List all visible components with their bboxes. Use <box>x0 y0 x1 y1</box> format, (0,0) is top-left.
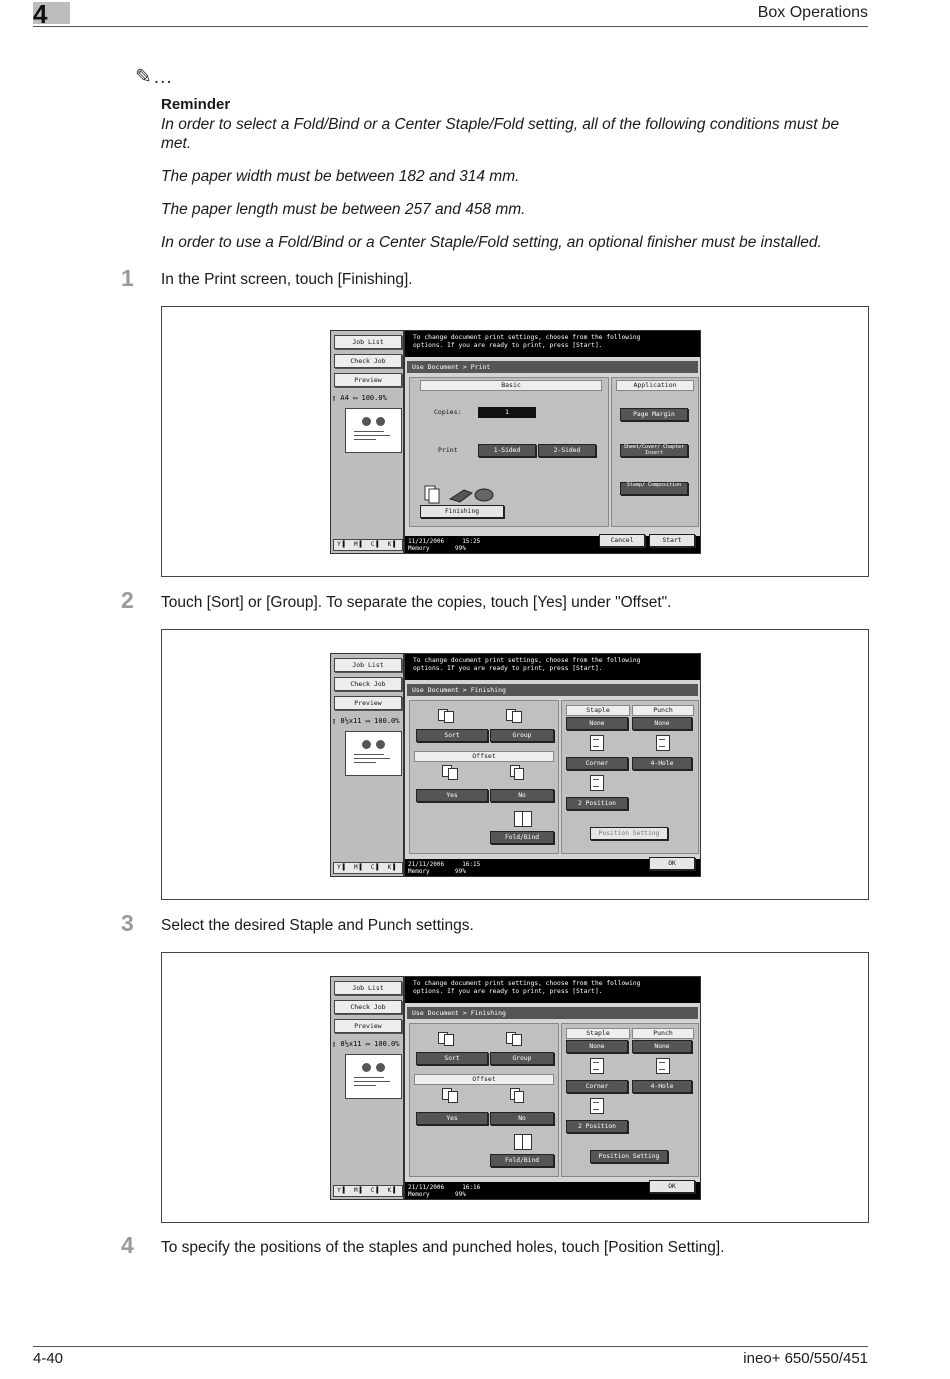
punch-none-button[interactable]: None <box>632 717 692 730</box>
punch-title: Punch <box>632 1028 694 1039</box>
header-divider <box>33 26 868 27</box>
step-text: To specify the positions of the staples and punched holes, touch [Position Setting]. <box>161 1239 725 1256</box>
left-panel <box>331 331 405 553</box>
ok-button[interactable]: OK <box>649 857 695 870</box>
finishing-screen <box>330 653 701 877</box>
left-panel <box>331 654 405 876</box>
reminder-paragraph: The paper length must be between 257 and 458 mm. <box>161 201 526 218</box>
sheet-cover-button[interactable]: Sheet/Cover/ Chapter Insert <box>620 444 688 457</box>
step-text: Touch [Sort] or [Group]. To separate the copies, touch [Yes] under "Offset". <box>161 594 672 611</box>
offset-yes-icon <box>442 1088 460 1102</box>
document-thumbnail <box>345 731 402 776</box>
offset-title: Offset <box>414 751 554 762</box>
fold-bind-icon <box>514 811 532 827</box>
document-thumbnail <box>345 1054 402 1099</box>
check-job-button[interactable]: Check Job <box>334 354 402 368</box>
offset-no-button[interactable]: No <box>490 1112 554 1125</box>
preview-button[interactable]: Preview <box>334 373 402 387</box>
group-button[interactable]: Group <box>490 1052 554 1065</box>
finishing-screen <box>330 976 701 1200</box>
corner-staple-icon <box>590 735 604 751</box>
group-button[interactable]: Group <box>490 729 554 742</box>
two-position-button[interactable]: 2 Position <box>566 1120 628 1133</box>
fold-bind-icon <box>514 1134 532 1150</box>
check-job-button[interactable]: Check Job <box>334 1000 402 1014</box>
screenshot-frame <box>161 629 869 900</box>
start-button[interactable]: Start <box>649 534 695 547</box>
fold-bind-button[interactable]: Fold/Bind <box>490 831 554 844</box>
step-number: 2 <box>121 587 134 613</box>
staple-none-button[interactable]: None <box>566 717 628 730</box>
step-text: Select the desired Staple and Punch settings. <box>161 917 474 934</box>
one-sided-button[interactable]: 1-Sided <box>478 444 536 457</box>
toner-status: Y▌ M▌ C▌ K▌ <box>333 862 403 874</box>
two-position-icon <box>590 1098 604 1114</box>
offset-yes-button[interactable]: Yes <box>416 1112 488 1125</box>
instruction-message: To change document print settings, choose from the following options. If you are ready to print, press [Start]. <box>405 654 700 680</box>
memory-label: Memory <box>408 545 430 552</box>
offset-title: Offset <box>414 1074 554 1085</box>
time: 16:15 <box>462 861 481 868</box>
print-screen <box>330 330 701 554</box>
left-panel <box>331 977 405 1199</box>
sort-icon <box>438 1032 456 1046</box>
group-icon <box>506 709 524 723</box>
fold-bind-button[interactable]: Fold/Bind <box>490 1154 554 1167</box>
page-number: 4-40 <box>33 1350 64 1367</box>
screenshot-frame <box>161 952 869 1223</box>
reminder-paragraph: The paper width must be between 182 and 314 mm. <box>161 168 520 185</box>
preview-button[interactable]: Preview <box>334 1019 402 1033</box>
offset-no-icon <box>510 765 528 779</box>
sort-offset-panel <box>409 700 559 854</box>
ok-button[interactable]: OK <box>649 1180 695 1193</box>
memory-percent: 99% <box>454 545 466 552</box>
basic-title: Basic <box>420 380 602 391</box>
application-title: Application <box>616 380 694 391</box>
corner-staple-icon <box>590 1058 604 1074</box>
punch-title: Punch <box>632 705 694 716</box>
two-position-icon <box>590 775 604 791</box>
finisher-icon <box>424 484 466 500</box>
stamp-composition-button[interactable]: Stamp/ Composition <box>620 482 688 495</box>
time: 15:25 <box>462 538 481 545</box>
step-text: In the Print screen, touch [Finishing]. <box>161 271 413 288</box>
staple-punch-panel <box>561 700 699 854</box>
cancel-button[interactable]: Cancel <box>599 534 645 547</box>
step-number: 4 <box>121 1232 134 1258</box>
paper-size-readout: ▯ A4 ▭ 100.0% <box>332 394 387 402</box>
job-list-button[interactable]: Job List <box>334 335 402 349</box>
position-setting-button[interactable]: Position Setting <box>590 827 668 840</box>
offset-yes-button[interactable]: Yes <box>416 789 488 802</box>
date: 21/11/2006 <box>408 861 445 868</box>
footer-divider <box>33 1346 868 1347</box>
offset-no-button[interactable]: No <box>490 789 554 802</box>
two-sided-button[interactable]: 2-Sided <box>538 444 596 457</box>
preview-button[interactable]: Preview <box>334 696 402 710</box>
sort-button[interactable]: Sort <box>416 1052 488 1065</box>
breadcrumb: Use Document > Finishing <box>407 684 698 696</box>
reminder-paragraph: In order to use a Fold/Bind or a Center Staple/Fold setting, an optional finisher must be installed. <box>161 234 822 251</box>
staple-none-button[interactable]: None <box>566 1040 628 1053</box>
sort-offset-panel <box>409 1023 559 1177</box>
four-hole-icon <box>656 735 670 751</box>
four-hole-button[interactable]: 4-Hole <box>632 1080 692 1093</box>
print-label: Print <box>438 446 458 454</box>
time: 16:16 <box>462 1184 481 1191</box>
toner-status: Y▌ M▌ C▌ K▌ <box>333 1185 403 1197</box>
sort-button[interactable]: Sort <box>416 729 488 742</box>
chapter-number: 4 <box>33 0 48 29</box>
copies-value[interactable]: 1 <box>478 407 536 418</box>
group-icon <box>506 1032 524 1046</box>
punch-none-button[interactable]: None <box>632 1040 692 1053</box>
job-list-button[interactable]: Job List <box>334 981 402 995</box>
basic-panel <box>409 377 609 527</box>
check-job-button[interactable]: Check Job <box>334 677 402 691</box>
breadcrumb: Use Document > Finishing <box>407 1007 698 1019</box>
toner-status: Y▌ M▌ C▌ K▌ <box>333 539 403 551</box>
staple-title: Staple <box>566 1028 630 1039</box>
instruction-message: To change document print settings, choose from the following options. If you are ready to print, press [Start]. <box>405 977 700 1003</box>
pencil-note-icon: ✎… <box>135 66 174 88</box>
memory-label: Memory <box>408 1191 430 1198</box>
staple-punch-panel <box>561 1023 699 1177</box>
paper-size-readout: ▯ 8½x11 ▭ 100.0% <box>332 717 400 725</box>
four-hole-icon <box>656 1058 670 1074</box>
screenshot-frame <box>161 306 869 577</box>
job-list-button[interactable]: Job List <box>334 658 402 672</box>
memory-percent: 99% <box>454 868 466 875</box>
page-margin-button[interactable]: Page Margin <box>620 408 688 421</box>
offset-yes-icon <box>442 765 460 779</box>
date: 11/21/2006 <box>408 538 445 545</box>
reminder-title: Reminder <box>161 96 231 113</box>
four-hole-button[interactable]: 4-Hole <box>632 757 692 770</box>
sort-icon <box>438 709 456 723</box>
breadcrumb: Use Document > Print <box>407 361 698 373</box>
step-number: 3 <box>121 910 134 936</box>
memory-label: Memory <box>408 868 430 875</box>
header-title: Box Operations <box>757 4 868 21</box>
application-panel <box>611 377 699 527</box>
memory-percent: 99% <box>454 1191 466 1198</box>
reminder-paragraph: In order to select a Fold/Bind or a Center Staple/Fold setting, all of the following conditions must be met. <box>161 116 840 152</box>
staple-title: Staple <box>566 705 630 716</box>
step-number: 1 <box>121 265 134 291</box>
corner-button[interactable]: Corner <box>566 1080 628 1093</box>
model-name: ineo+ 650/550/451 <box>743 1350 868 1367</box>
offset-no-icon <box>510 1088 528 1102</box>
date: 21/11/2006 <box>408 1184 445 1191</box>
corner-button[interactable]: Corner <box>566 757 628 770</box>
instruction-message: To change document print settings, choose from the following options. If you are ready to print, press [Start]. <box>405 331 700 357</box>
paper-size-readout: ▯ 8½x11 ▭ 100.0% <box>332 1040 400 1048</box>
finishing-button[interactable]: Finishing <box>420 505 504 518</box>
document-thumbnail <box>345 408 402 453</box>
copies-label: Copies: <box>434 408 462 416</box>
position-setting-button[interactable]: Position Setting <box>590 1150 668 1163</box>
two-position-button[interactable]: 2 Position <box>566 797 628 810</box>
